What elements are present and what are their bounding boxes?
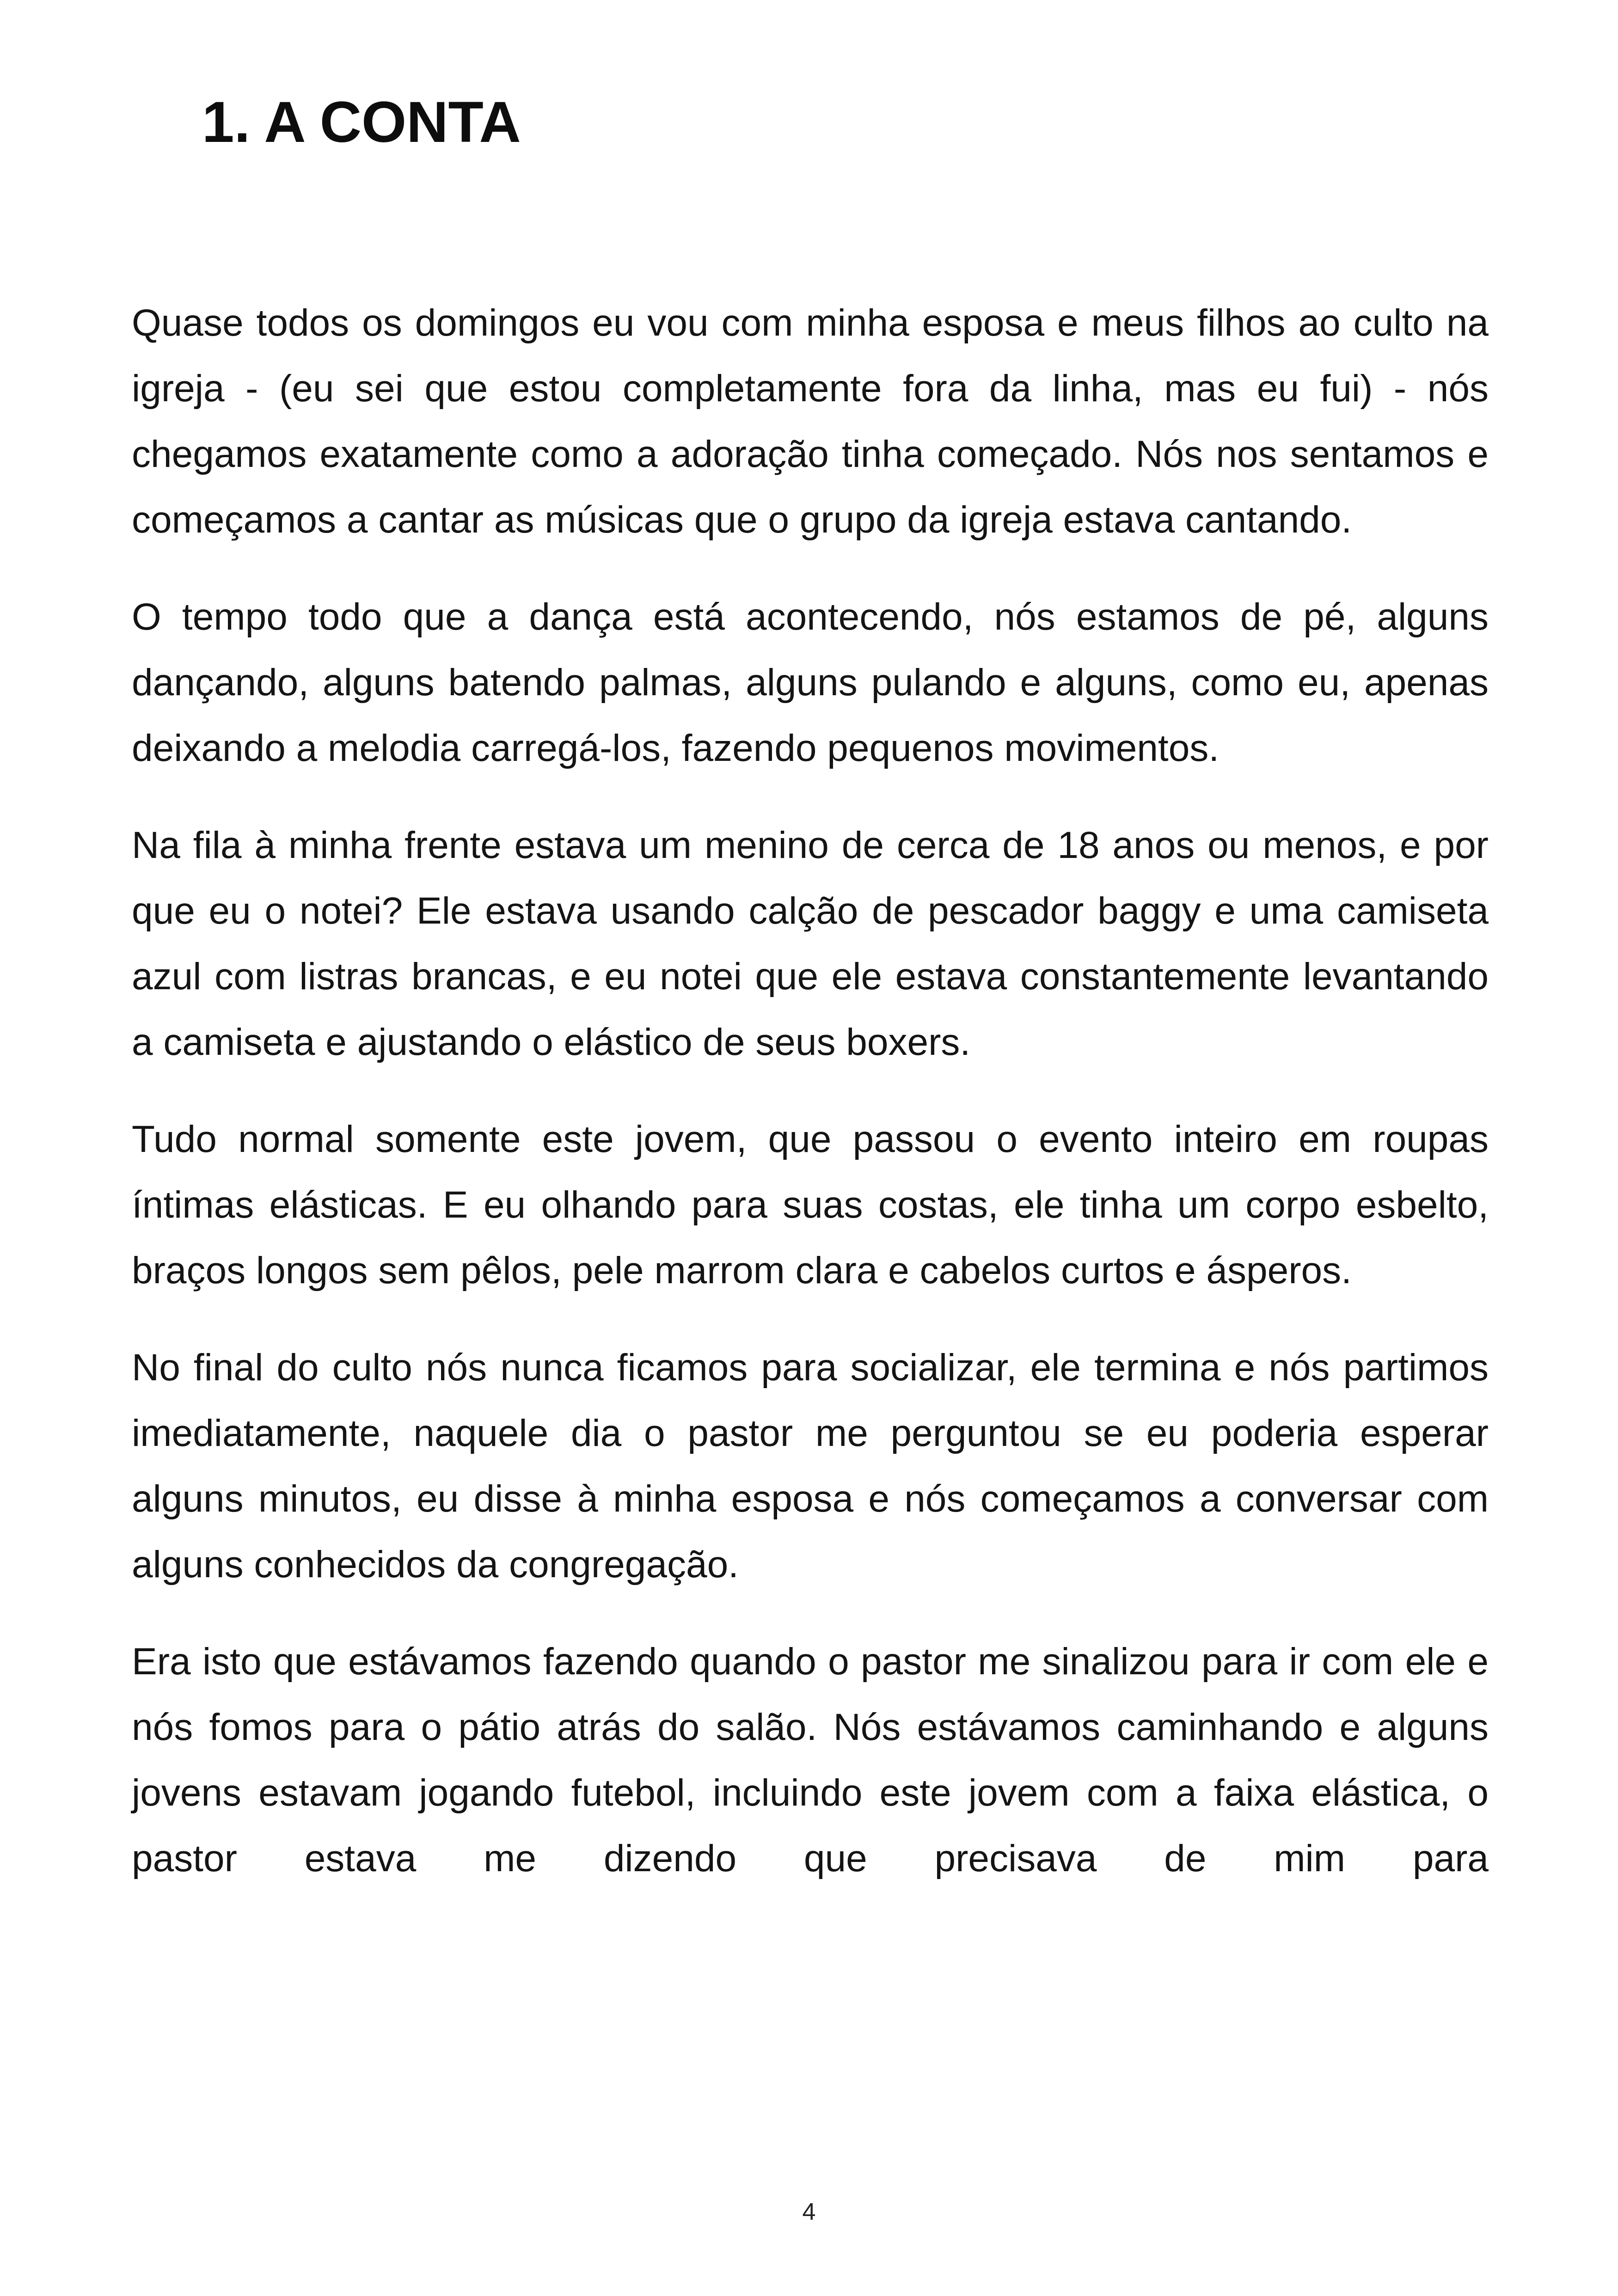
paragraph-2: O tempo todo que a dança está acontecendo, nós estamos de pé, alguns dançando, alguns batendo palmas, alguns pulando e alguns, como eu, apenas deixando a melodia carregá-los, fazendo pequenos movimentos.	[132, 596, 1489, 769]
paragraph-6: Era isto que estávamos fazendo quando o pastor me sinalizou para ir com ele e nós fomos para o pátio atrás do salão. Nós estávamos caminhando e alguns jovens estavam jogando futebol, incluindo este jovem com a faixa elástica, o pastor estava me dizendo que precisava de mim para	[132, 1641, 1489, 1880]
paragraph-1: Quase todos os domingos eu vou com minha esposa e meus filhos ao culto na igreja - (eu sei que estou completamente fora da linha, mas eu fui) - nós chegamos exatamente como a adoração tinha começado. Nós nos sentamos e começamos a cantar as músicas que o grupo da igreja estava cantando.	[132, 302, 1489, 541]
paragraph-3: Na fila à minha frente estava um menino de cerca de 18 anos ou menos, e por que eu o notei? Ele estava usando calção de pescador baggy e uma camiseta azul com listras brancas, e eu notei que ele estava constantemente levantando a camiseta e ajustando o elástico de seus boxers.	[132, 824, 1489, 1063]
body-text	[132, 290, 1489, 1892]
chapter-title: 1. A CONTA	[202, 90, 521, 154]
paragraph-4: Tudo normal somente este jovem, que passou o evento inteiro em roupas íntimas elásticas. E eu olhando para suas costas, ele tinha um corpo esbelto, braços longos sem pêlos, pele marrom clara e cabelos curtos e ásperos.	[132, 1118, 1489, 1292]
paragraph-5: No final do culto nós nunca ficamos para socializar, ele termina e nós partimos imediatamente, naquele dia o pastor me perguntou se eu poderia esperar alguns minutos, eu disse à minha esposa e nós começamos a conversar com alguns conhecidos da congregação.	[132, 1347, 1489, 1586]
page-number: 4	[802, 2198, 816, 2225]
